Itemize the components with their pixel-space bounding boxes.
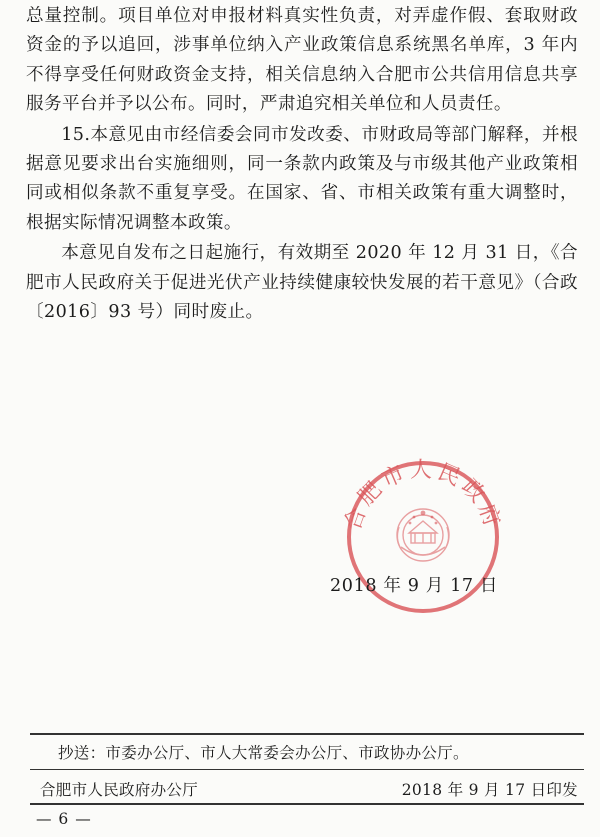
seal-stars-icon: [409, 511, 438, 525]
signature-date: 2018 年 9 月 17 日: [330, 576, 499, 596]
cc-line: 抄送：市委办公厅、市人大常委会办公厅、市政协办公厅。: [58, 744, 469, 762]
footer-bottom-rule: [30, 803, 584, 805]
print-date: 2018 年 9 月 17 日印发: [401, 781, 578, 799]
paragraph-total-control: 总量控制。项目单位对申报材料真实性负责，对弄虚作假、套取财政资金的予以追回，涉事单位纳入产业政策信息系统黑名单库，3 年内不得享受任何财政资金支持，相关信息纳入合肥市公共信用信息共享服务平台并予以公布。同时，严肃追究相关单位和人员责任。: [26, 6, 578, 115]
paragraph-interpretation: 15.本意见由市经信委会同市发改委、市财政局等部门解释，并根据意见要求出台实施细则，同一条款内政策及与市级其他产业政策相同或相似条款不重复享受。在国家、省、市相关政策有重大调整时，根据实际情况调整本政策。: [26, 124, 578, 233]
footer-top-rule: [30, 733, 584, 735]
national-emblem-icon: [397, 509, 449, 561]
page-number: — 6 —: [36, 810, 92, 828]
footer-middle-rule: [30, 769, 584, 770]
issuing-office: 合肥市人民政府办公厅: [40, 781, 199, 799]
seal-text: 合肥市人民政府: [340, 458, 506, 534]
paragraph-effective-date: 本意见自发布之日起施行，有效期至 2020 年 12 月 31 日，《合肥市人民政府关于促进光伏产业持续健康较快发展的若干意见》（合政〔2016〕93 号）同时废止。: [26, 243, 578, 323]
document-body: [26, 2, 578, 328]
